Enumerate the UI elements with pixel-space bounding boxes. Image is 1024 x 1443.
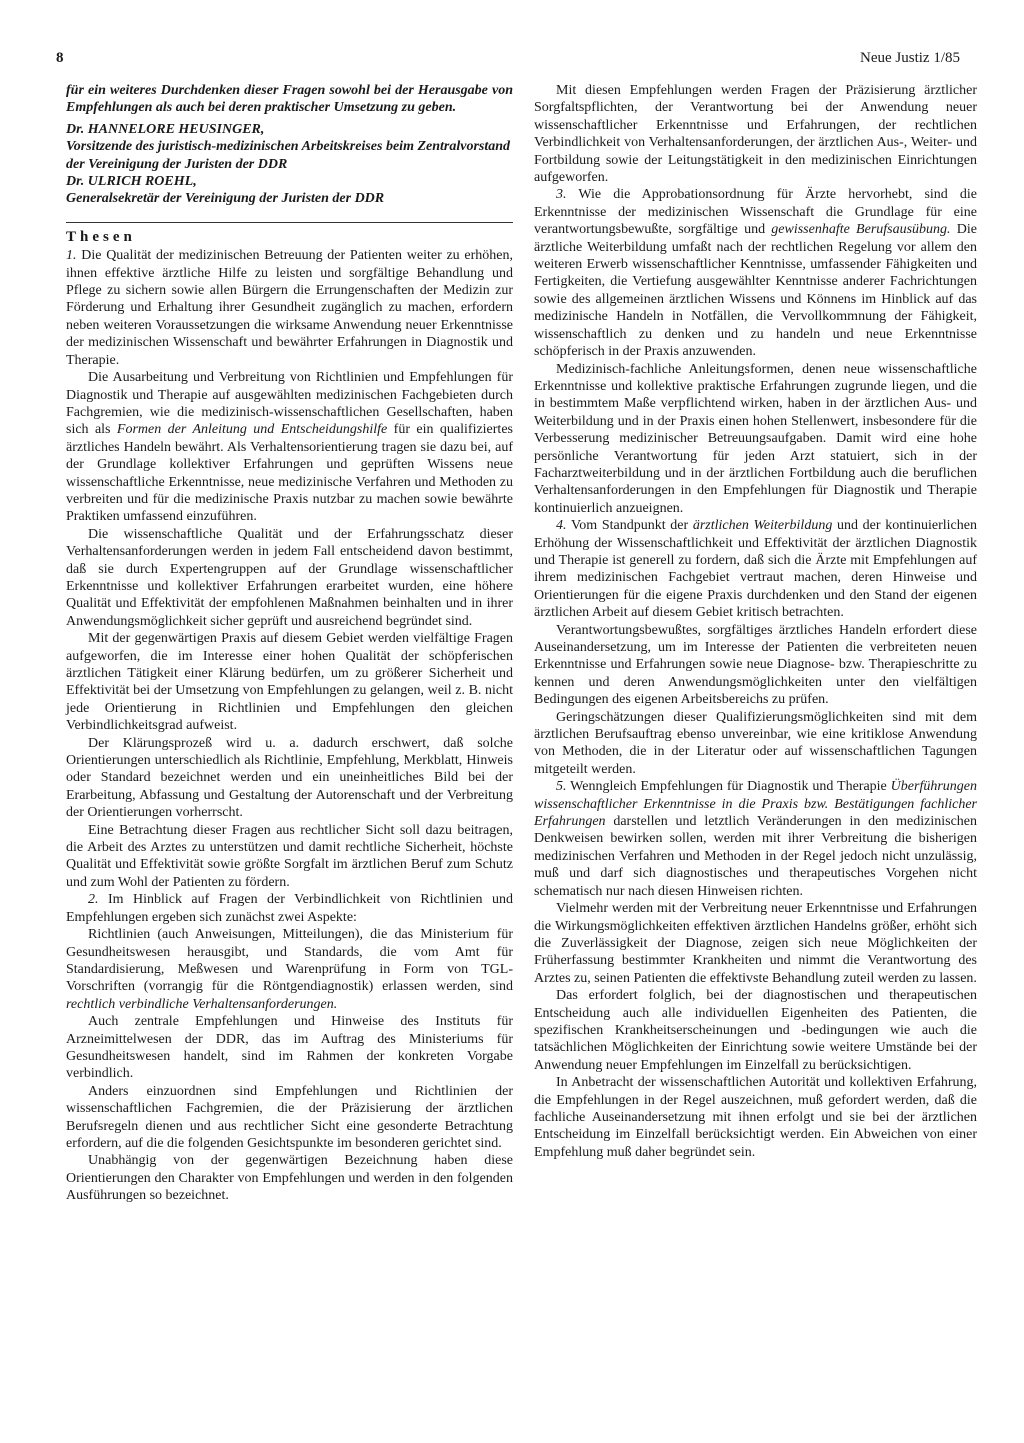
thesis-paragraph: [534, 517, 977, 621]
paragraph-text: Die ärztliche Weiterbildung umfaßt nach der rechtlichen Regelung vor allem den weiteren Erwerb wissenschaftlicher Kenntnisse, umfassender Fähigkeiten und Fertigkeiten, die Vertiefung ausgewählter Kenntnisse anderer Fachrichtungen sowie des allgemeinen ärztlichen Wissens und Könnens im Hinblick auf das medizinische Handeln in Notfällen, die Vervollkommnung der Fähigkeit, wissenschaftlich zu denken und zu handeln und neue Erkenntnisse schöpferisch in der Praxis anzuwenden.: [534, 222, 977, 360]
paragraph: Auch zentrale Empfehlungen und Hinweise des Instituts für Arzneimittelwesen der DDR, das im Auftrag des Ministeriums für Gesundheitswesen handelt, sind im Rahmen der konkreten Vorgabe verbindlich.: [66, 1014, 513, 1082]
paragraph: Mit der gegenwärtigen Praxis auf diesem Gebiet werden vielfältige Fragen aufgeworfen, die im Interesse einer hohen Qualität der schöpferischen ärztlichen Tätigkeit einer Klärung bedürfen, um zu größerer Sicherheit und Effektivität bei der Umsetzung von Empfehlungen zu gelangen, weil z. B. nicht jede Orientierung in Richtlinien und Empfehlungen den gleichen Verbindlichkeitsgrad aufweist.: [66, 631, 513, 734]
paragraph-text: darstellen und letztlich Veränderungen in den medizinischen Denkweisen bewirken sollen, werden mit ihrer Verbreitung die bisherigen medizinischen Verfahren und Methoden in der Regel jedoch nicht unzulässig, muß und darf sich diagnostisches und therapeutisches Vorgehen nicht schematisch nur nach diesen Hinweisen richten.: [534, 814, 977, 899]
page-number: 8: [56, 50, 64, 66]
thesis-paragraph: [534, 186, 977, 360]
paragraph: Die wissenschaftliche Qualität und der Erfahrungsschatz dieser Verhaltensanforderungen werden in jedem Fall entscheidend davon bestimmt, daß sie durch Expertengruppen auf der Grundlage wissenschaftlicher Erkenntnisse und kollektiver Erfahrungen erarbeitet wurden, eine höhere Qualität und Effektivität der empfohlenen Maßnahmen beinhalten und in ihrer Anwendungsmöglichkeit sicher geprüft und ausreichend begründet sind.: [66, 526, 513, 629]
emphasis-text: gewissenhafte Berufsausübung.: [771, 222, 951, 238]
paragraph-text: Wenngleich Empfehlungen für Diagnostik und Therapie: [570, 779, 891, 795]
paragraph-text: Vom Standpunkt der: [570, 518, 693, 534]
signature-role-2: Generalsekretär der Vereinigung der Juristen der DDR: [66, 191, 385, 207]
paragraph-text: für ein qualifiziertes ärztliches Handeln bewährt. Als Verhaltensorientierung tragen sie dazu bei, auf der Grundlage kollektiver Erfahrungen und geprüften Wissens neue wissenschaftliche Erkenntnisse, neue medizinische Verfahren und Methoden zu verbreiten und für die medizinische Praxis nutzbar zu machen sowie bewährte Praktiken umfassend einzuführen.: [66, 422, 513, 525]
thesis-number: 5.: [556, 779, 567, 795]
emphasis-text: Formen der Anleitung und Entscheidungshilfe: [116, 422, 388, 438]
paragraph: Vielmehr werden mit der Verbreitung neuer Erkenntnisse und Erfahrungen die Wirkungsmöglichkeiten effektiven ärztlichen Handelns größer, erhöht sich die Zuverlässigkeit der Diagnose, zeigen sich neue Möglichkeiten der Früherfassung bestimmter Krankheiten und nimmt die Verantwortung des Arztes zu, seinen Patienten die effektivste Behandlung zuteil werden zu lassen.: [534, 901, 977, 986]
emphasis-text: Überführungen wissenschaftlicher Erkenntnisse in die Praxis bzw. Bestätigungen fachlicher Erfahrungen: [534, 779, 977, 830]
right-column: [534, 82, 977, 1161]
paragraph-text: Die Ausarbeitung und Verbreitung von Richtlinien und Empfehlungen für Diagnostik und Therapie auf ausgewählten medizinischen Fachgebieten durch Fachgremien, wie die medizinisch-wissenschaftlichen Gesellschaften, haben sich als: [66, 370, 513, 438]
paragraph: Unabhängig von der gegenwärtigen Bezeichnung haben diese Orientierungen den Charakter von Empfehlungen und werden in den folgenden Ausführungen so bezeichnet.: [66, 1153, 513, 1204]
signature-name-2: Dr. ULRICH ROEHL,: [66, 174, 197, 190]
signature-block: [66, 121, 513, 208]
paragraph: Verantwortungsbewußtes, sorgfältiges ärztliches Handeln erfordert diese Auseinandersetzung, um im Interesse der Patienten die verbreiteten neuen Erkenntnisse und Erfahrungen sowie neue Diagnose- bzw. Therapieschritte zu kennen und deren Anwendungsmöglichkeiten unter den vielfältigen Bedingungen des eigenen Arbeitsbereichs zu prüfen.: [534, 622, 977, 708]
paragraph-text: Richtlinien (auch Anweisungen, Mitteilungen), die das Ministerium für Gesundheitswesen herausgibt, und Standards, die vom Amt für Standardisierung, Meßwesen und Warenprüfung in Form von TGL-Vorschriften (vorrangig für die Röntgendiagnostik) erlassen werden, sind: [66, 927, 513, 995]
thesis-paragraph: [66, 247, 513, 369]
signature-role-1: Vorsitzende des juristisch-medizinischen Arbeitskreises beim Zentralvorstand der Vereinigung der Juristen der DDR: [66, 139, 511, 172]
paragraph: Das erfordert folglich, bei der diagnostischen und therapeutischen Entscheidung auch alle individuellen Eigenheiten des Patienten, die spezifischen Krankheitserscheinungen und -bedingungen wie auch die tatsächlichen Möglichkeiten der Einrichtung sowie weitere Umstände bei der Anwendung neuer Empfehlungen im Einzelfall zu berücksichtigen.: [534, 988, 977, 1073]
thesis-number: 2.: [88, 892, 99, 908]
paragraph-text: Im Hinblick auf Fragen der Verbindlichkeit von Richtlinien und Empfehlungen ergeben sich zunächst zwei Aspekte:: [66, 892, 513, 925]
thesis-paragraph: [534, 778, 977, 900]
paragraph: Mit diesen Empfehlungen werden Fragen der Präzisierung ärztlicher Sorgfaltspflichten, der Verantwortung bei der Anwendung neuer wissenschaftlicher Erkenntnisse und Erfahrungen, der rechtlichen Verbindlichkeit von Verhaltensanforderungen, der ärztlichen Aus-, Weiter- und Fortbildung sowie der Leitungstätigkeit in den medizinischen Einrichtungen aufgeworfen.: [534, 83, 977, 186]
signature-name-1: Dr. HANNELORE HEUSINGER,: [66, 121, 265, 137]
paragraph-text: Wie die Approbationsordnung für Ärzte hervorhebt, sind die Erkenntnisse der medizinischen Wissenschaft die Grundlage für eine verantwortungsbewußte, sorgfältige und: [534, 187, 978, 238]
paragraph: Medizinisch-fachliche Anleitungsformen, denen neue wissenschaftliche Erkenntnisse und kollektive praktische Erfahrungen zugrunde liegen, und die in bestimmtem Maße verpflichtend wirken, haben in der ärztlichen Aus- und Weiterbildung und in der Praxis einen hohen Stellenwert, insbesondere für die Verbesserung medizinischer Betreuungsaufgaben. Damit wird eine hohe persönliche Verantwortung für jeden Arzt statuiert, sich in der Facharztweiterbildung und in der ärztlichen Fortbildung auch die beruflichen Verhaltensanforderungen in den Empfehlungen für Diagnostik und Therapie kontinuierlich anzueignen.: [534, 361, 977, 516]
paragraph: [66, 369, 513, 526]
thesis-number: 3.: [556, 187, 567, 203]
paragraph: Geringschätzungen dieser Qualifizierungsmöglichkeiten sind mit dem ärztlichen Berufsauftrag ebenso unvereinbar, wie eine kritiklose Anwendung von Methoden, die in der Literatur oder auf wissenschaftlichen Tagungen mitgeteilt werden.: [534, 709, 977, 777]
thesis-paragraph: [66, 891, 513, 926]
journal-reference: Neue Justiz 1/85: [860, 50, 960, 66]
paragraph: Der Klärungsprozeß wird u. a. dadurch erschwert, daß solche Orientierungen unterschiedlich als Richtlinie, Empfehlung, Merkblatt, Hinweis oder Standard bezeichnet werden und ein uneinheitliches Bild bei der Erarbeitung, Abfassung und Gestaltung der Autorenschaft und der Verbreitung der Orientierungen vorherrscht.: [66, 735, 513, 821]
paragraph: Anders einzuordnen sind Empfehlungen und Richtlinien der wissenschaftlichen Fachgremien, die der Präzisierung der ärztlichen Berufsregeln dienen und aus rechtlicher Sicht eine gesonderte Betrachtung erfordern, auf die die folgenden Gesichtspunkte im besonderen gerichtet sind.: [66, 1083, 513, 1151]
thesis-number: 4.: [556, 518, 567, 534]
section-divider: [66, 222, 513, 223]
intro-block: [66, 82, 513, 117]
left-column: [66, 82, 513, 1205]
paragraph-text: und der kontinuierlichen Erhöhung der Wissenschaftlichkeit und Effektivität der ärztlichen Diagnostik und Therapie ist generell zu fordern, daß sich die Ärzte mit Empfehlungen auf ihrem medizinischen Fachgebiet vertraut machen, deren Hinweise und Orientierungen für die eigene Praxis durchdenken und den Stand der eigenen ärztlichen Arbeit auf diesem Gebiet kritisch betrachten.: [534, 518, 977, 621]
thesis-number: 1.: [66, 248, 77, 264]
emphasis-text: ärztlichen Weiterbildung: [692, 518, 833, 534]
paragraph: Eine Betrachtung dieser Fragen aus rechtlicher Sicht soll dazu beitragen, die Arbeit des Arztes zu unterstützen und damit rechtliche Sicherheit, höchste Qualität und Effektivität sowie größte Sorgfalt im ärztlichen Beruf zum Schutz und zum Wohl der Patienten zu fördern.: [66, 822, 513, 890]
intro-paragraph: für ein weiteres Durchdenken dieser Fragen sowohl bei der Herausgabe von Empfehlungen als auch bei deren praktischer Umsetzung zu geben.: [66, 83, 513, 116]
thesen-heading: Thesen: [66, 228, 136, 245]
emphasis-text: rechtlich verbindliche Verhaltensanforderungen.: [66, 996, 338, 1012]
paragraph: In Anbetracht der wissenschaftlichen Autorität und kollektiven Erfahrung, die Empfehlungen in der Regel auszeichnen, muß gefordert werden, daß die fachliche Auseinandersetzung mit ihnen erfolgt und sie bei der ärztlichen Entscheidung im Einzelfall berücksichtigt werden. Ein Abweichen von einer Empfehlung muß daher begründet sein.: [534, 1075, 977, 1160]
paragraph: [66, 926, 513, 1013]
paragraph-text: Die Qualität der medizinischen Betreuung der Patienten weiter zu erhöhen, ihnen effektive ärztliche Hilfe zu leisten und sorgfältige Behandlung und Pflege zu sichern sowie allen Bürgern die Errungenschaften der Medizin zur Förderung und Erhaltung ihrer Gesundheit zugänglich zu machen, erfordern neben weiteren Voraussetzungen die wirksame Anwendung neuer Erkenntnisse der medizinischen Wissenschaft und bewährter Erfahrungen in Diagnostik und Therapie.: [66, 248, 514, 368]
